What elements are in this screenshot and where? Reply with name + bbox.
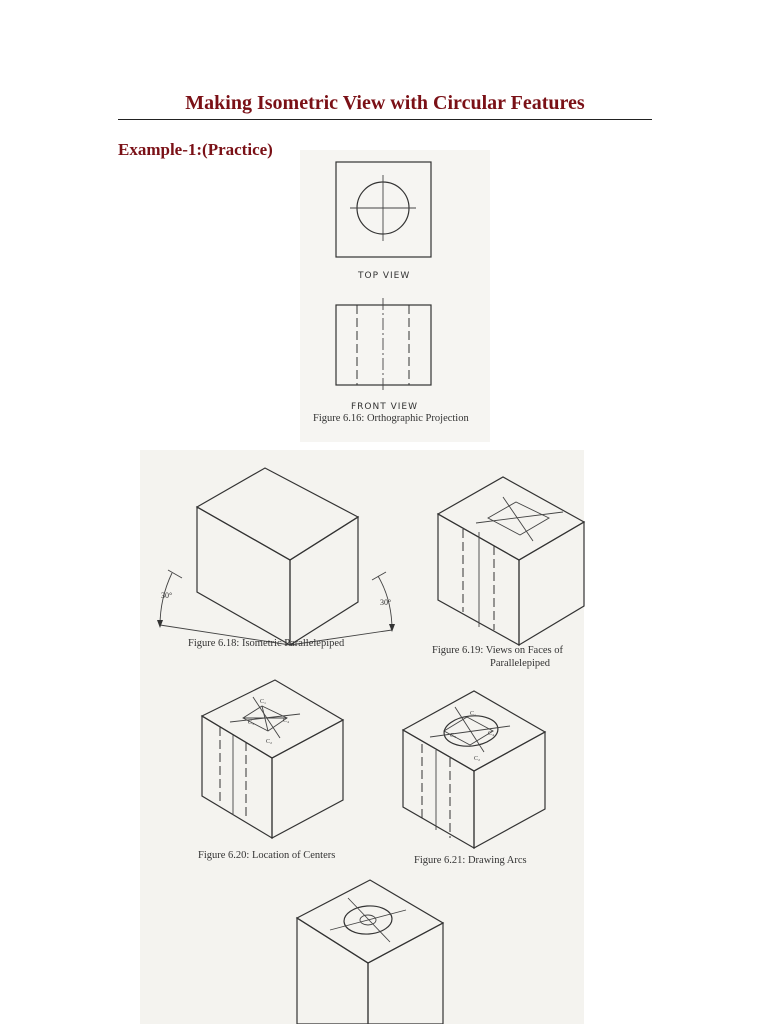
top-view-label: TOP VIEW (358, 271, 411, 281)
svg-text:C₃: C₃ (248, 720, 255, 726)
figure-6-19-caption-line2: Parallelepiped (490, 658, 551, 669)
faces-parallelepiped (438, 477, 584, 645)
drawing-arcs (403, 691, 545, 848)
front-view-drawing (336, 298, 431, 392)
figure-6-18-caption: Figure 6.18: Isometric Parallelepiped (188, 638, 345, 649)
svg-text:C₂: C₂ (474, 756, 481, 762)
final-isometric-view (297, 880, 443, 1024)
location-of-centers (202, 680, 343, 838)
example-heading: Example-1:(Practice) (118, 140, 273, 159)
page-title: Making Isometric View with Circular Features (185, 92, 585, 114)
svg-text:C₃: C₃ (450, 733, 457, 739)
svg-text:C₂: C₂ (266, 739, 273, 745)
figure-6-16-caption: Figure 6.16: Orthographic Projection (313, 413, 469, 424)
figure-6-21-caption: Figure 6.21: Drawing Arcs (414, 855, 527, 866)
front-view-label: FRONT VIEW (351, 402, 419, 412)
angle-label-left: 30° (161, 591, 173, 600)
svg-text:C₄: C₄ (488, 731, 495, 737)
isometric-parallelepiped (157, 468, 395, 645)
svg-text:C₁: C₁ (470, 711, 477, 717)
svg-text:C₄: C₄ (283, 718, 290, 724)
svg-text:C₁: C₁ (260, 699, 267, 705)
figure-6-20-caption: Figure 6.20: Location of Centers (198, 850, 336, 861)
top-view-drawing (336, 162, 431, 257)
angle-label-right: 30° (380, 598, 392, 607)
figure-6-19-caption-line1: Figure 6.19: Views on Faces of (432, 645, 563, 656)
